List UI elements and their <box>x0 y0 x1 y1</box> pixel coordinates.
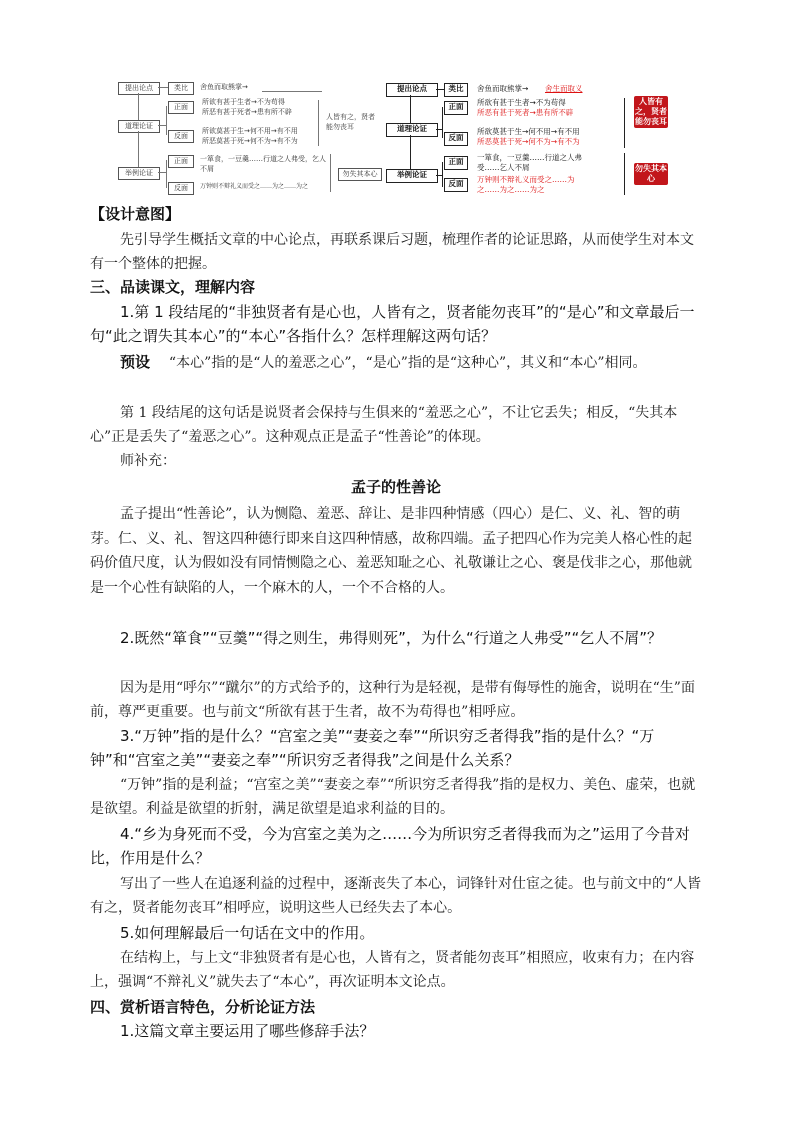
diagram-left-ex-brace: 勿失其本心 <box>338 168 382 181</box>
diagram-brace <box>318 100 319 146</box>
answer-5: 在结构上，与上文“非独贤者有是心也，人皆有之，贤者能勿丧耳”相照应，收束有力；在内容上，强调“不辩礼义”就失去了“本心”，再次证明本文论点。 <box>90 950 695 990</box>
diagram-connector <box>158 125 166 126</box>
diagram-left-neg-text2: 所恶莫甚于死→何不为→有不为 <box>202 137 298 145</box>
section4-heading: 四、赏析语言特色，分析论证方法 <box>90 998 316 1016</box>
question-1: 1.第 1 段结尾的“非独贤者有是心也，人皆有之，贤者能勿丧耳”的“是心”和文章最后一句“此之谓失其本心”的“本心”各指什么？怎样理解这两句话？ <box>90 303 695 345</box>
answer-1-text: “本心”指的是“人的羞恶之心”，“是心”指的是“这种心”，其义和“本心”相同。 <box>168 355 647 371</box>
diagram-left-center-point: 提出论点 <box>118 82 160 95</box>
design-text: 先引导学生概括文章的中心论点，再联系课后习题，梳理作者的论证思路，从而使学生对本文有一个整体的把握。 <box>90 232 694 272</box>
diagram-right-ex-pos1: 一箪食，一豆羹……行道之人弗 <box>477 153 582 162</box>
answer-4: 写出了一些人在追逐利益的过程中，逐渐丧失了本心，词锋针对仕宦之徒。也与前文中的“人皆有之，贤者能勿丧耳”相呼应，说明这些人已经失去了本心。 <box>90 876 702 916</box>
diagram-right-contrast-text: 舍鱼而取熊掌→ <box>477 84 529 93</box>
design-heading: 【设计意图】 <box>90 205 181 223</box>
diagram-right-ex-positive: 正面 <box>444 156 468 170</box>
diagram-right-example: 举例论证 <box>386 169 438 183</box>
diagram-left-example: 举例论证 <box>118 167 160 180</box>
diagram-connector <box>436 89 444 90</box>
diagram-right-contrast: 类比 <box>444 83 468 97</box>
diagram-connector <box>138 93 139 121</box>
diagram-brace <box>330 154 331 192</box>
diagram-brace <box>624 153 625 195</box>
diagram-right-negative: 反面 <box>444 132 468 146</box>
teacher-supplement: 师补充： <box>120 453 176 469</box>
diagram-right-ex-neg1: 万钟则不辩礼义而受之……为 <box>477 175 575 184</box>
diagram-right-pos-line2: 所恶有甚于死者→患有所不辟 <box>477 108 574 117</box>
question-2: 2.既然“箪食”“豆羹”“得之则生，弗得则死”，为什么“行道之人弗受”“乞人不屑”？ <box>120 629 663 647</box>
question-3: 3.“万钟”指的是什么？“宫室之美”“妻妾之奉”“所识穷乏者得我”指的是什么？“万钟”和“宫室之美”“妻妾之奉”“所识穷乏者得我”之间是什么关系？ <box>90 727 655 769</box>
diagram-right-red-tag1 <box>634 96 668 128</box>
question-5: 5.如何理解最后一句话在文中的作用。 <box>120 924 375 942</box>
red-tag1-text: 人皆有之，贤者能勿丧耳 <box>635 97 667 126</box>
answer-1-text2: 第 1 段结尾的这句话是说贤者会保持与生俱来的“羞恶之心”，不让它丢失；相反，“失其本心”正是丢失了“羞恶之心”。这种观点正是孟子“性善论”的体现。 <box>90 405 678 445</box>
diagram-left-ex-negative: 反面 <box>168 182 194 195</box>
diagram-left-ex-pos: 一箪食，一豆羹……行道之人弗受，乞人不屑 <box>200 155 326 173</box>
diagram-left-pos-text: 所欲有甚于生者→不为苟得 <box>202 98 285 106</box>
diagram-connector <box>166 160 167 188</box>
diagram-left-contrast: 类比 <box>168 82 194 95</box>
section3-heading: 三、品读课文，理解内容 <box>90 278 256 296</box>
answer-2: 因为是用“呼尔”“蹴尔”的方式给予的，这种行为是轻视，是带有侮辱性的施舍，说明在“生”面前，尊严更重要。也与前文“所欲有甚于生者，故不为苟得也”相呼应。 <box>90 680 695 720</box>
answer-3: “万钟”指的是利益；“宫室之美”“妻妾之奉”“所识穷乏者得我”指的是权力、美色、虚荣，也就是欲望。利益是欲望的折射，满足欲望是追求利益的目的。 <box>90 777 696 817</box>
diagram-underline <box>262 91 322 92</box>
diagram-right-center-point: 提出论点 <box>386 83 438 97</box>
diagram-left-ex-positive: 正面 <box>168 155 194 168</box>
red-tag2-text: 勿失其本心 <box>635 164 667 183</box>
diagram-right-red-tag2 <box>634 163 668 185</box>
diagram-right-positive: 正面 <box>444 101 468 115</box>
question-4: 4.“乡为身死而不受，今为宫室之美为之……今为所识穷乏者得我而为之”运用了今昔对比，作用是什么？ <box>90 825 690 867</box>
mencius-text: 孟子提出“性善论”，认为恻隐、羞恶、辞让、是非四种情感（四心）是仁、义、礼、智的萌芽。仁、义、礼、智这四种德行即来自这四种情感，故称四端。孟子把四心作为完美人格心性的起码价值尺度，认为假如没有同情恻隐之心、羞恶知耻之心、礼敬谦让之心、褒是伐非之心，那他就是一个心性有缺陷的人，一个麻木的人，一个不合格的人。 <box>90 506 692 596</box>
diagram-right-contrast-red: 舍生而取义 <box>545 84 583 93</box>
diagram-right-reason: 道理论证 <box>386 123 438 137</box>
diagram-left-contrast-text: 舍鱼而取熊掌→ <box>200 83 248 91</box>
diagram-connector <box>166 106 167 135</box>
diagram-connector <box>442 107 443 138</box>
diagram-right-neg-line1: 所欲莫甚于生→何不用→有不用 <box>477 127 580 136</box>
diagram-right-ex-negative: 反面 <box>444 178 468 192</box>
diagram-right-pos-line1: 所欲有甚于生者→不为苟得 <box>477 98 566 107</box>
diagram-left-reason: 道理论证 <box>118 120 160 133</box>
diagram-connector <box>410 95 411 123</box>
mencius-title: 孟子的性善论 <box>350 478 441 496</box>
diagram-connector <box>442 162 443 187</box>
answer-1 <box>90 350 702 375</box>
diagram-left-brace-text: 人皆有之，贤者能勿丧耳 <box>326 113 375 131</box>
diagram-right-ex-neg2: 之……为之……为之 <box>477 185 545 194</box>
diagram-left-pos-text2: 所恶有甚于死者→患有所不辟 <box>202 108 292 116</box>
question-6: 1.这篇文章主要运用了哪些修辞手法？ <box>120 1022 375 1040</box>
diagram-connector <box>158 172 166 173</box>
diagram-right-ex-pos2: 受……乞人不屑 <box>477 163 530 172</box>
answer-1-label: 预设 <box>120 353 151 371</box>
diagram-left-positive: 正面 <box>168 101 194 114</box>
diagram-right-neg-line2: 所恶莫甚于死→何不为→有不为 <box>477 137 580 146</box>
diagram-connector <box>138 131 139 168</box>
diagram-connector <box>410 135 411 169</box>
diagram-left-neg-text: 所欲莫甚于生→何不用→有不用 <box>202 127 298 135</box>
diagram-left-ex-neg: 万钟则不辩礼义而受之……为之……为之 <box>200 183 309 190</box>
diagram-connector <box>158 87 168 88</box>
diagram-brace <box>624 98 625 148</box>
diagram-left-negative: 反面 <box>168 130 194 143</box>
